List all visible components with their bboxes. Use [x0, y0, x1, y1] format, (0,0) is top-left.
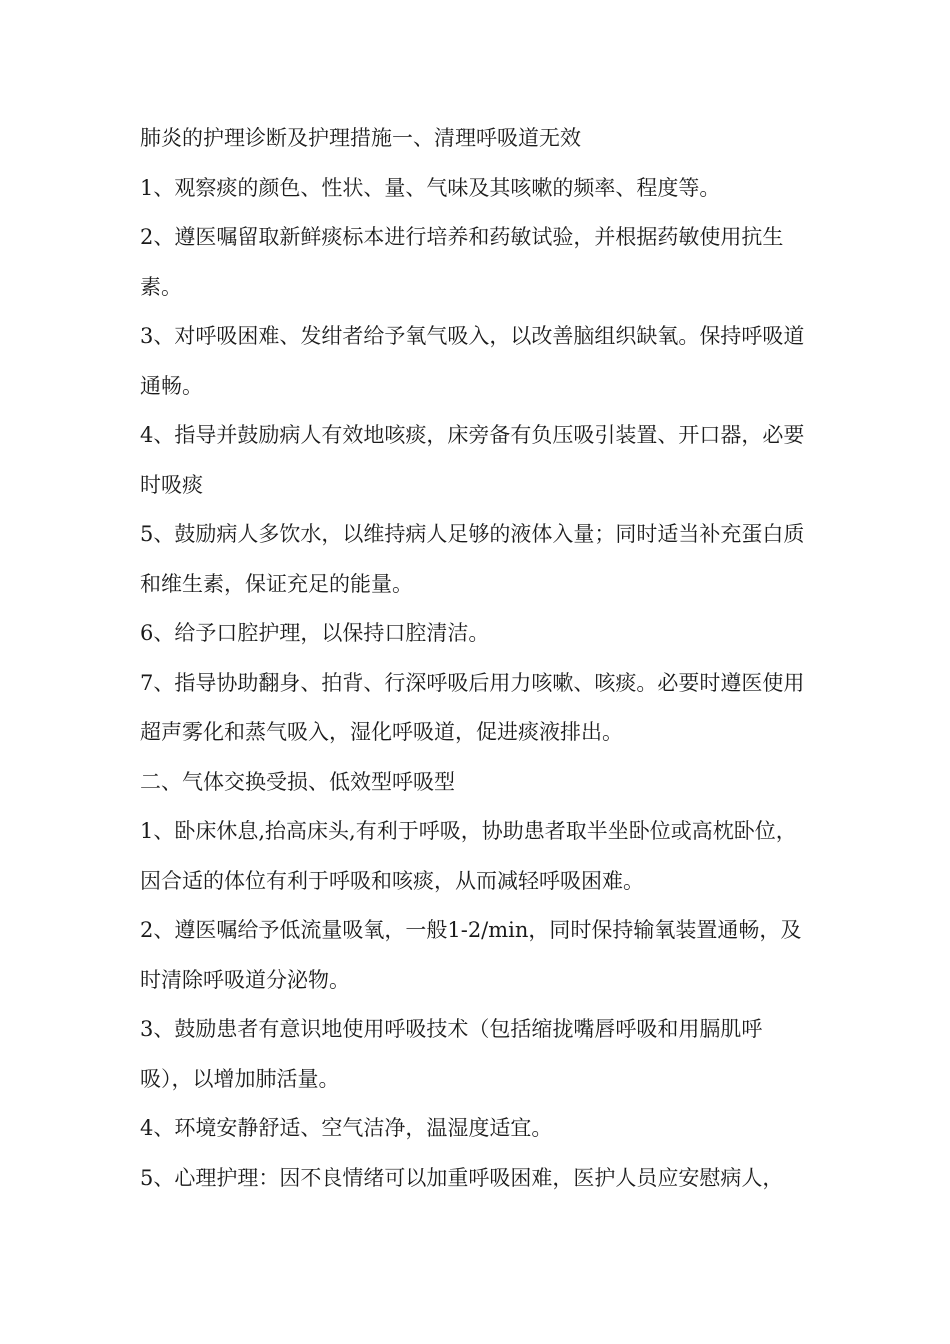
- paragraph-2-3: 3、鼓励患者有意识地使用呼吸技术（包括缩拢嘴唇呼吸和用膈肌呼吸），以增加肺活量。: [140, 1017, 763, 1091]
- paragraph-1-6: 6、给予口腔护理，以保持口腔清洁。: [140, 621, 490, 645]
- paragraph-1-3: 3、对呼吸困难、发绀者给予氧气吸入，以改善脑组织缺氧。保持呼吸道通畅。: [140, 324, 805, 398]
- document-body: [140, 114, 812, 1203]
- paragraph-1-1: 1、观察痰的颜色、性状、量、气味及其咳嗽的频率、程度等。: [140, 175, 721, 200]
- section-heading-2: 二、气体交换受损、低效型呼吸型: [140, 769, 455, 794]
- paragraph-2-2: 2、遵医嘱给予低流量吸氧，一般1-2/min，同时保持输氧装置通畅，及时清除呼吸道分泌物。: [140, 918, 802, 992]
- paragraph-1-4: 4、指导并鼓励病人有效地咳痰，床旁备有负压吸引装置、开口器，必要时吸痰: [140, 423, 805, 497]
- paragraph-1-7: 7、指导协助翻身、拍背、行深呼吸后用力咳嗽、咳痰。必要时遵医使用超声雾化和蒸气吸入，湿化呼吸道，促进痰液排出。: [140, 670, 805, 744]
- document-title-line: 肺炎的护理诊断及护理措施一、清理呼吸道无效: [140, 126, 581, 150]
- paragraph-2-5: 5、心理护理：因不良情绪可以加重呼吸困难，医护人员应安慰病人，: [140, 1165, 784, 1190]
- paragraph-2-1: 1、卧床休息,抬高床头,有利于呼吸，协助患者取半坐卧位或高枕卧位，因合适的体位有利于呼吸和咳痰，从而减轻呼吸困难。: [140, 819, 797, 893]
- paragraph-1-5: 5、鼓励病人多饮水，以维持病人足够的液体入量；同时适当补充蛋白质和维生素，保证充足的能量。: [140, 522, 805, 596]
- paragraph-2-4: 4、环境安静舒适、空气洁净，温湿度适宜。: [140, 1116, 553, 1140]
- paragraph-1-2: 2、遵医嘱留取新鲜痰标本进行培养和药敏试验，并根据药敏使用抗生素。: [140, 225, 784, 299]
